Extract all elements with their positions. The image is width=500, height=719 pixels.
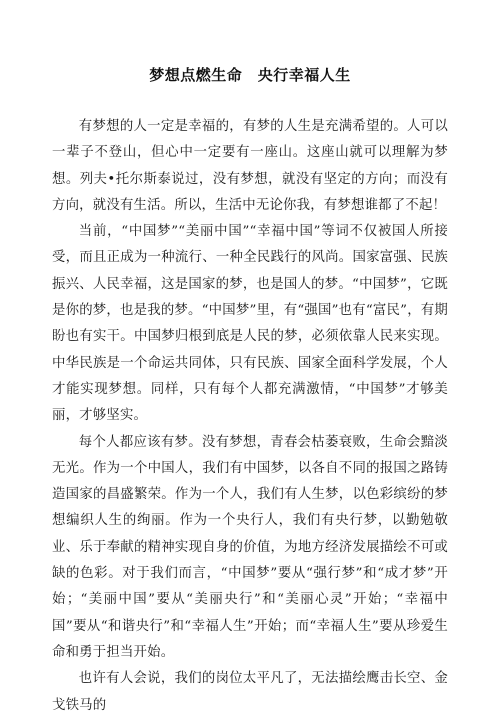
paragraph-1: 有梦想的人一定是幸福的，有梦的人生是充满希望的。人可以一辈子不登山，但心中一定要有一座山。这座山就可以理解为梦想。列夫•托尔斯泰说过，没有梦想，就没有坚定的方向；而没有方向，就没有生活。所以，生活中无论你我，有梦想谁都了不起！ <box>52 119 448 213</box>
paragraph-2: 当前，“中国梦”“美丽中国”“幸福中国”等词不仅被国人所接受，而且正成为一种流行、一种全民践行的风尚。国家富强、民族振兴、人民幸福，这是国家的梦，也是国人的梦。“中国梦”，它既是你的梦，也是我的梦。“中国梦”里，有“强国”也有“富民”，有期盼也有实干。中国梦归根到底是人民的梦，必须依靠人民来实现。中华民族是一个命运共同体，只有民族、国家全面科学发展，个人才能实现梦想。同样，只有每个人都充满激情，“中国梦”才够美丽，才够坚实。 <box>52 224 448 424</box>
paragraph-4: 也许有人会说，我们的岗位太平凡了，无法描绘鹰击长空、金戈铁马的 <box>52 671 448 713</box>
document-title: 梦想点燃生命 央行幸福人生 <box>149 66 351 84</box>
document-body <box>52 114 448 719</box>
paragraph-3: 每个人都应该有梦。没有梦想，青春会枯萎衰败，生命会黯淡无光。作为一个中国人，我们有中国梦，以各自不同的报国之路铸造国家的昌盛繁荣。作为一个人，我们有人生梦，以色彩缤纷的梦想编织人生的绚丽。作为一个央行人，我们有央行梦，以勤勉敬业、乐于奉献的精神实现自身的价值，为地方经济发展描绘不可或缺的色彩。对于我们而言，“中国梦”要从“强行梦”和“成才梦”开始；“美丽中国”要从“美丽央行”和“美丽心灵”开始；“幸福中国”要从“和谐央行”和“幸福人生”开始；而“幸福人生”要从珍爱生命和勇于担当开始。 <box>52 434 448 660</box>
